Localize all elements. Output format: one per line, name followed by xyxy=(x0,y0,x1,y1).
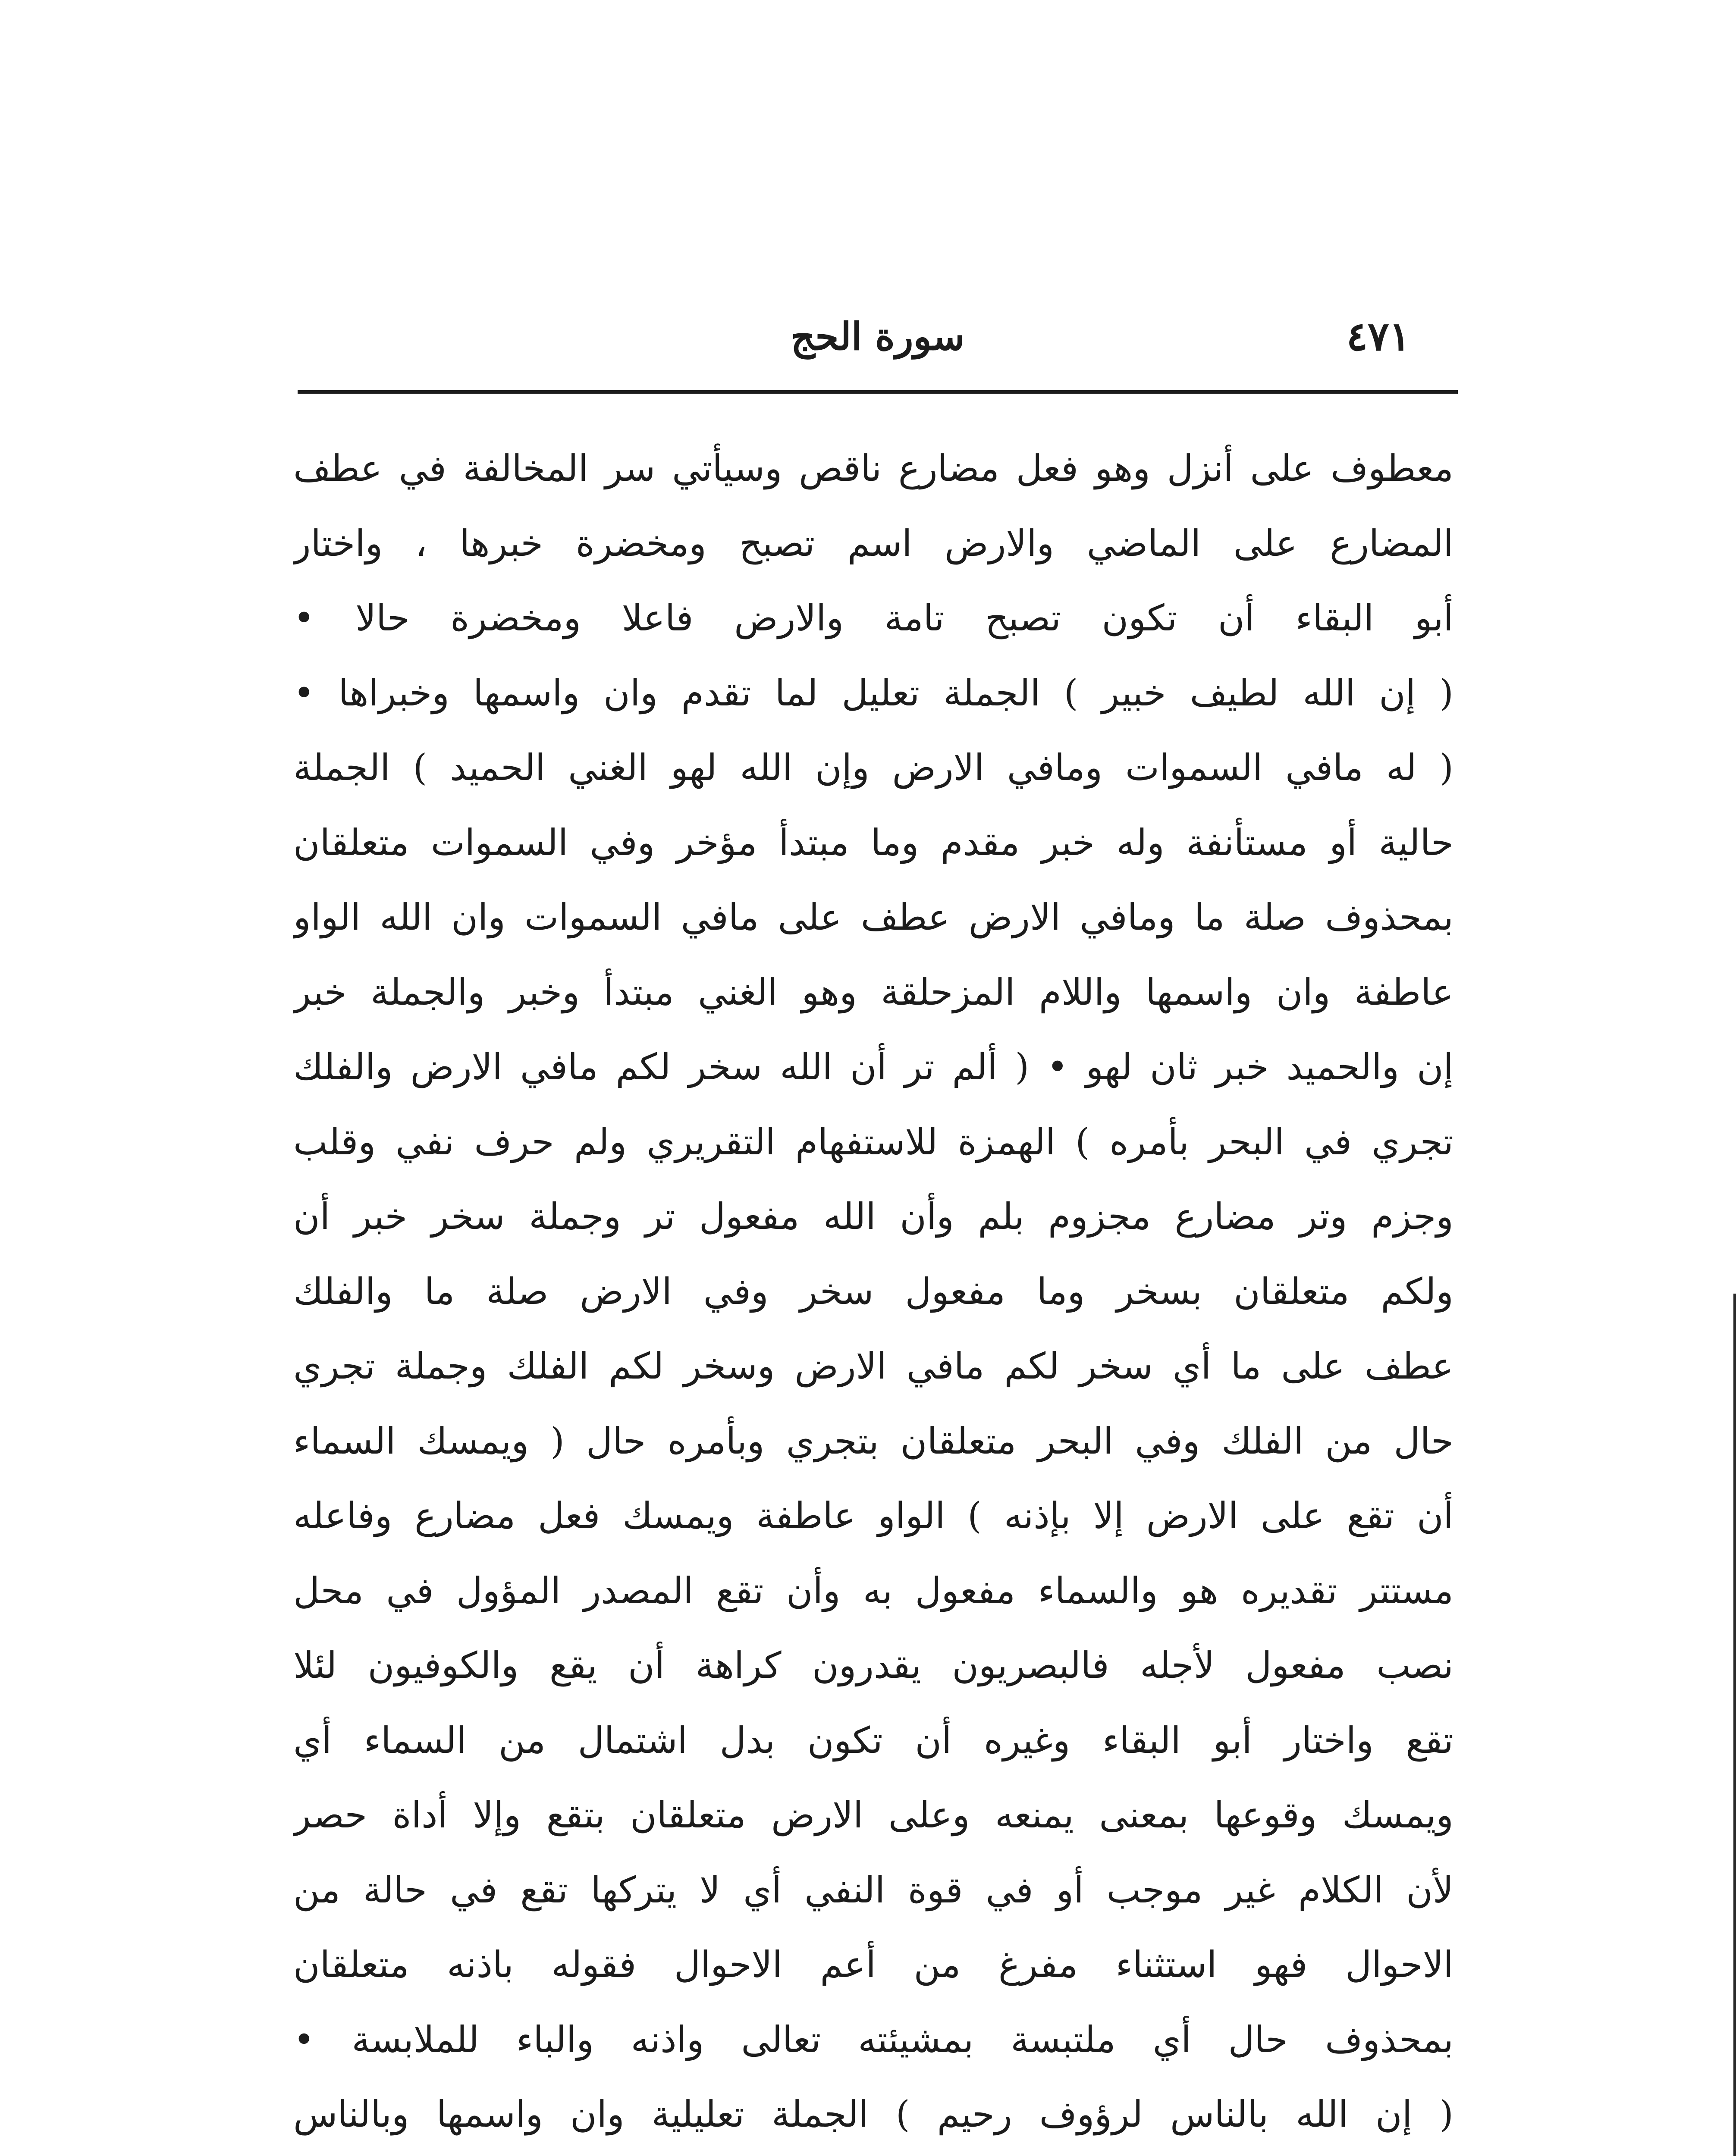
text-line: معطوف على أنزل وهو فعل مضارع ناقص وسيأتي سر المخالفة في عطف xyxy=(293,447,1453,489)
text-line: ( إن الله بالناس لرؤوف رحيم ) الجملة تعليلية وان واسمها وبالناس xyxy=(293,2093,1453,2135)
text-line: ويمسك وقوعها بمعنى يمنعه وعلى الارض متعلقان بتقع وإلا أداة حصر xyxy=(293,1794,1453,1836)
page-header xyxy=(298,304,1458,369)
text-line: ولكم متعلقان بسخر وما مفعول سخر وفي الارض صلة ما والفلك xyxy=(293,1270,1453,1313)
page-edge-shadow xyxy=(1720,1294,1736,2156)
text-line: حالية أو مستأنفة وله خبر مقدم وما مبتدأ مؤخر وفي السموات متعلقان xyxy=(293,821,1453,864)
text-line: مستتر تقديره هو والسماء مفعول به وأن تقع المصدر المؤول في محل xyxy=(293,1569,1453,1612)
text-line: أبو البقاء أن تكون تصبح تامة والارض فاعلا ومخضرة حالا • xyxy=(293,597,1453,639)
text-line: عاطفة وان واسمها واللام المزحلقة وهو الغني مبتدأ وخبر والجملة خبر xyxy=(293,971,1453,1013)
text-line: الاحوال فهو استثناء مفرغ من أعم الاحوال فقوله باذنه متعلقان xyxy=(293,1943,1453,1986)
text-line: بمحذوف صلة ما ومافي الارض عطف على مافي السموات وان الله الواو xyxy=(293,896,1453,938)
text-line: عطف على ما أي سخر لكم مافي الارض وسخر لكم الفلك وجملة تجري xyxy=(293,1345,1453,1387)
header-rule xyxy=(298,390,1458,394)
text-line: تجري في البحر بأمره ) الهمزة للاستفهام التقريري ولم حرف نفي وقلب xyxy=(293,1120,1453,1163)
text-line: نصب مفعول لأجله فالبصريون يقدرون كراهة أن يقع والكوفيون لئلا xyxy=(293,1644,1453,1686)
text-line: لأن الكلام غير موجب أو في قوة النفي أي لا يتركها تقع في حالة من xyxy=(293,1868,1453,1911)
surah-title: سورة الحج xyxy=(791,314,965,359)
body-text xyxy=(293,431,1453,2156)
text-line: حال من الفلك وفي البحر متعلقان بتجري وبأمره حال ( ويمسك السماء xyxy=(293,1420,1453,1462)
text-line: المضارع على الماضي والارض اسم تصبح ومخضرة خبرها ، واختار xyxy=(293,522,1453,564)
text-line: تقع واختار أبو البقاء وغيره أن تكون بدل اشتمال من السماء أي xyxy=(293,1719,1453,1761)
page-number: ٤٧١ xyxy=(1346,313,1410,360)
text-line: ( له مافي السموات ومافي الارض وإن الله لهو الغني الحميد ) الجملة xyxy=(293,746,1453,789)
text-line: أن تقع على الارض إلا بإذنه ) الواو عاطفة ويمسك فعل مضارع وفاعله xyxy=(293,1495,1453,1537)
text-line: بمحذوف حال أي ملتبسة بمشيئته تعالى واذنه والباء للملابسة • xyxy=(293,2018,1453,2061)
text-line: إن والحميد خبر ثان لهو • ( ألم تر أن الله سخر لكم مافي الارض والفلك xyxy=(293,1046,1453,1088)
text-line: ( إن الله لطيف خبير ) الجملة تعليل لما تقدم وان واسمها وخبراها • xyxy=(293,671,1453,714)
text-line xyxy=(293,2152,1453,2156)
text-line: وجزم وتر مضارع مجزوم بلم وأن الله مفعول تر وجملة سخر خبر أن xyxy=(293,1195,1453,1238)
